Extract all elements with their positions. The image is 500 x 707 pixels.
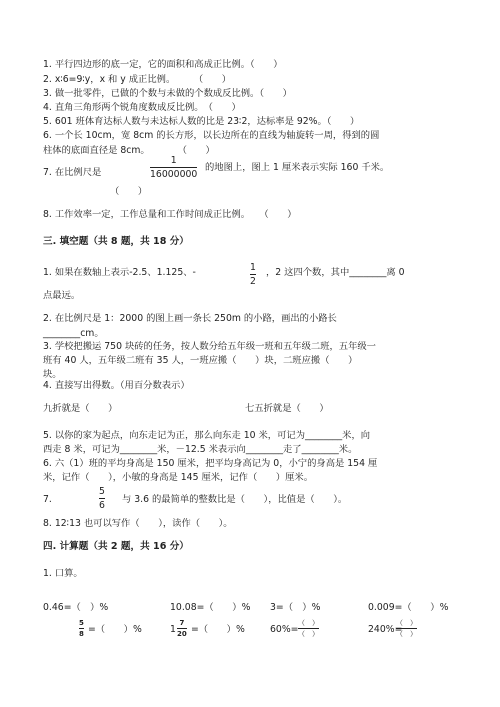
blank-fraction-d-denominator: （ ） <box>396 630 417 638</box>
judge-question-6-line2: 柱体的底面直径是 8cm。 （ ） <box>43 145 215 156</box>
judge-question-7-suffix: 的地图上，图上 1 厘米表示实际 160 千米。 <box>205 162 390 173</box>
judge-question-2: 2. x∶6=9∶y，x 和 y 成正比例。 （ ） <box>43 74 232 85</box>
judge-question-3: 3. 做一批零件，已做的个数与未做的个数成反比例。（ ） <box>43 88 292 99</box>
blank-fraction-c-numerator: （ ） <box>298 619 319 627</box>
fill-question-4-a: 九折就是（ ） <box>43 403 118 414</box>
oral-calc-1b: 10.08=（ ）% <box>170 602 251 613</box>
fill-question-4: 4. 直接写出得数。（用百分数表示） <box>43 380 190 391</box>
seven-twentieths-numerator: 7 <box>179 619 185 627</box>
five-sixths-fraction <box>99 486 105 511</box>
judge-question-6-line1: 6. 一个长 10cm，宽 8cm 的长方形，以长边所在的直线为轴旋转一周，得到的圆 <box>43 130 380 141</box>
fill-question-4-b: 七五折就是（ ） <box>245 403 329 414</box>
fill-question-5-line1: 5. 以你的家为起点，向东走记为正，那么向东走 10 米，可记为________米，向 <box>43 430 371 441</box>
oral-calc-2b-rest: =（ ）% <box>191 624 245 635</box>
section3-heading: 三. 填空题（共 8 题，共 18 分） <box>43 236 189 247</box>
fraction-bar <box>150 167 197 168</box>
five-eighths-numerator: 5 <box>79 619 84 627</box>
judge-question-8: 8. 工作效率一定，工作总量和工作时间成正比例。 （ ） <box>43 209 297 220</box>
scale-fraction-denominator: 16000000 <box>150 169 198 180</box>
oral-calc-2d-prefix: 240%= <box>368 624 403 635</box>
oral-calc-2a-rest: =（ ）% <box>88 624 142 635</box>
oral-calc-2c-prefix: 60%= <box>270 624 299 635</box>
fill-question-7-prefix: 7. <box>43 494 52 505</box>
blank-fraction-d-numerator: （ ） <box>396 619 417 627</box>
fill-question-6-line1: 6. 六（1）班的平均身高是 150 厘米，把平均身高记为 0，小宁的身高是 154 厘 <box>43 458 378 469</box>
judge-question-5: 5. 601 班体育达标人数与未达标人数的比是 23∶2，达标率是 92%。（ ） <box>43 116 360 127</box>
blank-fraction-c-denominator: （ ） <box>298 630 319 638</box>
five-sixths-numerator: 5 <box>99 486 105 497</box>
fill-question-1-line2: 点最远。 <box>43 290 81 301</box>
blank-fraction-d <box>396 619 417 638</box>
scale-fraction-numerator: 1 <box>170 155 177 166</box>
calc-question-1: 1. 口算。 <box>43 568 83 579</box>
judge-question-7-prefix: 7. 在比例尺是 <box>43 167 102 178</box>
fraction-bar <box>177 628 187 629</box>
judge-question-4: 4. 直角三角形两个锐角度数成反比例。 （ ） <box>43 102 241 113</box>
half-fraction <box>250 262 256 287</box>
seven-twentieths-denominator: 20 <box>177 630 187 638</box>
fill-question-3-line3: 块。 <box>43 369 62 380</box>
section4-heading: 四. 计算题（共 2 题，共 16 分） <box>43 541 189 552</box>
fill-question-5-line2: 西走 8 米，可记为________米，－12.5 米表示向________走了________米。 <box>43 444 358 455</box>
five-eighths-fraction <box>79 619 84 638</box>
oral-calc-1a: 0.46=（ ）% <box>43 602 109 613</box>
fraction-bar <box>79 628 84 629</box>
oral-calc-2b-whole: 1 <box>170 624 176 635</box>
fraction-bar <box>99 498 105 499</box>
fill-question-3-line2: 班有 40 人，五年级二班有 35 人，一班应搬（ ）块，二班应搬（ ） <box>43 355 358 366</box>
five-eighths-denominator: 8 <box>79 630 84 638</box>
fill-question-2-line1: 2. 在比例尺是 1：2000 的图上画一条长 250m 的小路，画出的小路长 <box>43 313 337 324</box>
fraction-bar <box>396 628 417 629</box>
fraction-bar <box>250 274 256 275</box>
oral-calc-1d: 0.009=（ ）% <box>368 602 449 613</box>
fill-question-2-line2: ________cm。 <box>43 328 104 339</box>
half-fraction-denominator: 2 <box>250 276 256 287</box>
judge-question-7-paren: （ ） <box>110 186 148 197</box>
scale-fraction <box>150 155 197 180</box>
judge-question-1: 1. 平行四边形的底一定，它的面积和高成正比例。（ ） <box>43 59 283 70</box>
fill-question-3-line1: 3. 学校把搬运 750 块砖的任务，按人数分给五年级一班和五年级二班，五年级一 <box>43 341 376 352</box>
fill-question-6-line2: 米，记作（ ），小敏的身高是 145 厘米，记作（ ）厘米。 <box>43 472 314 483</box>
half-fraction-numerator: 1 <box>250 262 256 273</box>
five-sixths-denominator: 6 <box>99 500 105 511</box>
fill-question-1-prefix: 1. 如果在数轴上表示-2.5、1.125、- <box>43 267 196 278</box>
seven-twentieths-fraction <box>177 619 187 638</box>
oral-calc-1c: 3=（ ）% <box>270 602 321 613</box>
fill-question-7-suffix: 与 3.6 的最简单的整数比是（ ），比值是（ ）。 <box>122 494 348 505</box>
fill-question-1-suffix: ，2 这四个数，其中________离 0 <box>266 267 405 278</box>
fill-question-8: 8. 12∶13 也可以写作（ ），读作（ ）。 <box>43 518 233 529</box>
blank-fraction-c <box>298 619 319 638</box>
fraction-bar <box>298 628 319 629</box>
